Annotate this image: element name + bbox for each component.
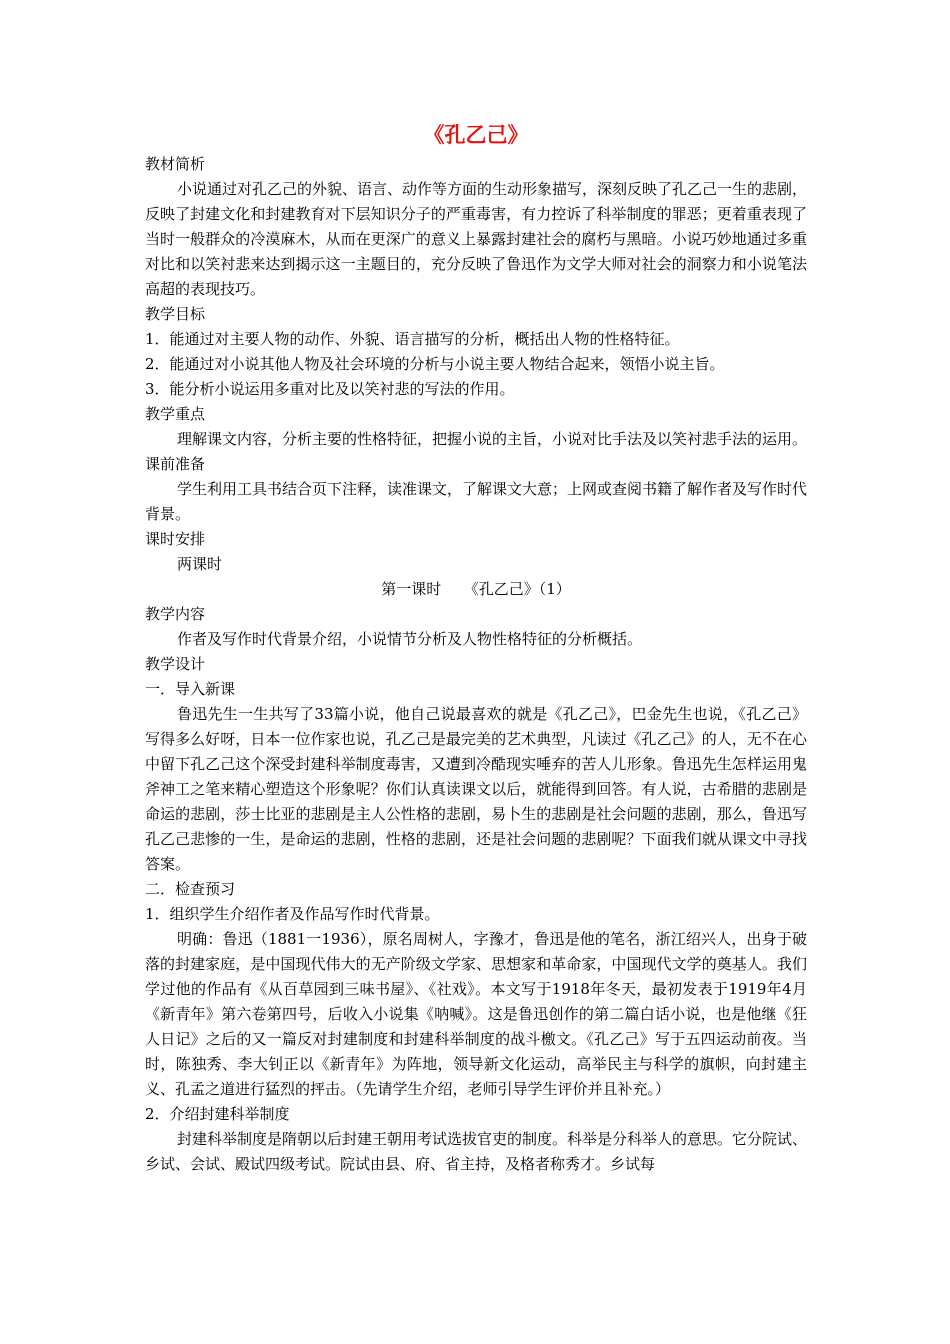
item-1-paragraph: 明确：鲁迅（1881一1936），原名周树人，字豫才，鲁迅是他的笔名，浙江绍兴人，出身于破落的封建家庭，是中国现代伟大的无产阶级文学家、思想家和革命家，中国现代文学的奠基人。我们学过他的作品有《从百草园到三味书屋》、《社戏》。本文写于1918年冬天，最初发表于1919年4月《新青年》第六卷第四号，后收入小说集《呐喊》。这是鲁迅创作的第二篇白话小说，也是他继《狂人日记》之后的又一篇反对封建制度和封建科举制度的战斗檄文。《孔乙己》写于五四运动前夜。当时，陈独秀、李大钊正以《新青年》为阵地，领导新文化运动，高举民主与科学的旗帜，向封建主义、孔孟之道进行猛烈的抨击。（先请学生介绍，老师引导学生评价并且补充。）	[145, 930, 807, 1098]
item-2-heading: 2．介绍封建科举制度	[145, 1105, 290, 1123]
document-title: 《孔乙己》	[423, 123, 529, 147]
heading-step-1: 一．导入新课	[145, 680, 236, 698]
prep-paragraph: 学生利用工具书结合页下注释，读准课文，了解课文大意；上网或查阅书籍了解作者及写作时代背景。	[145, 480, 808, 523]
item-1-heading: 1．组织学生介绍作者及作品写作时代背景。	[145, 905, 440, 923]
heading-design: 教学设计	[145, 655, 206, 673]
document-page	[145, 118, 807, 1177]
goal-item-1: 1．能通过对主要人物的动作、外貌、语言描写的分析，概括出人物的性格特征。	[145, 330, 680, 348]
content-paragraph: 作者及写作时代背景介绍，小说情节分析及人物性格特征的分析概括。	[177, 630, 643, 648]
schedule-paragraph: 两课时	[177, 555, 223, 573]
goal-item-2: 2．能通过对小说其他人物及社会环境的分析与小说主要人物结合起来，领悟小说主旨。	[145, 355, 725, 373]
analysis-paragraph: 小说通过对孔乙己的外貌、语言、动作等方面的生动形象描写，深刻反映了孔乙己一生的悲剧，反映了封建文化和封建教育对下层知识分子的严重毒害，有力控诉了科举制度的罪恶；更着重表现了当时一般群众的冷漠麻木，从而在更深广的意义上暴露封建社会的腐朽与黑暗。小说巧妙地通过多重对比和以笑衬悲来达到揭示这一主题目的，充分反映了鲁迅作为文学大师对社会的洞察力和小说笔法高超的表现技巧。	[145, 180, 808, 298]
heading-focus: 教学重点	[145, 405, 206, 423]
step-1-paragraph: 鲁迅先生一生共写了33篇小说，他自己说最喜欢的就是《孔乙己》，巴金先生也说，《孔乙己》写得多么好呀，日本一位作家也说，孔乙己是最完美的艺术典型，凡读过《孔乙己》的人，无不在心中留下孔乙己这个深受封建科举制度毒害，又遭到冷酷现实唾弃的苦人儿形象。鲁迅先生怎样运用鬼斧神工之笔来精心塑造这个形象呢？你们认真读课文以后，就能得到回答。有人说，古希腊的悲剧是命运的悲剧，莎士比亚的悲剧是主人公性格的悲剧，易卜生的悲剧是社会问题的悲剧，那么，鲁迅写孔乙己悲惨的一生，是命运的悲剧，性格的悲剧，还是社会问题的悲剧呢？下面我们就从课文中寻找答案。	[145, 705, 807, 873]
item-2-paragraph: 封建科举制度是隋朝以后封建王朝用考试选拔官吏的制度。科举是分科举人的意思。它分院试、乡试、会试、殿试四级考试。院试由县、府、省主持，及格者称秀才。乡试每	[145, 1130, 808, 1173]
heading-analysis: 教材简析	[145, 155, 206, 173]
goal-item-3: 3．能分析小说运用多重对比及以笑衬悲的写法的作用。	[145, 380, 515, 398]
heading-goals: 教学目标	[145, 305, 206, 323]
focus-paragraph: 理解课文内容，分析主要的性格特征，把握小说的主旨，小说对比手法及以笑衬悲手法的运用。	[177, 430, 808, 448]
heading-step-2: 二．检查预习	[145, 880, 236, 898]
heading-content: 教学内容	[145, 605, 206, 623]
heading-schedule: 课时安排	[145, 530, 206, 548]
heading-prep: 课前准备	[145, 455, 206, 473]
lesson-title: 第一课时 《孔乙己》（1）	[381, 580, 571, 598]
